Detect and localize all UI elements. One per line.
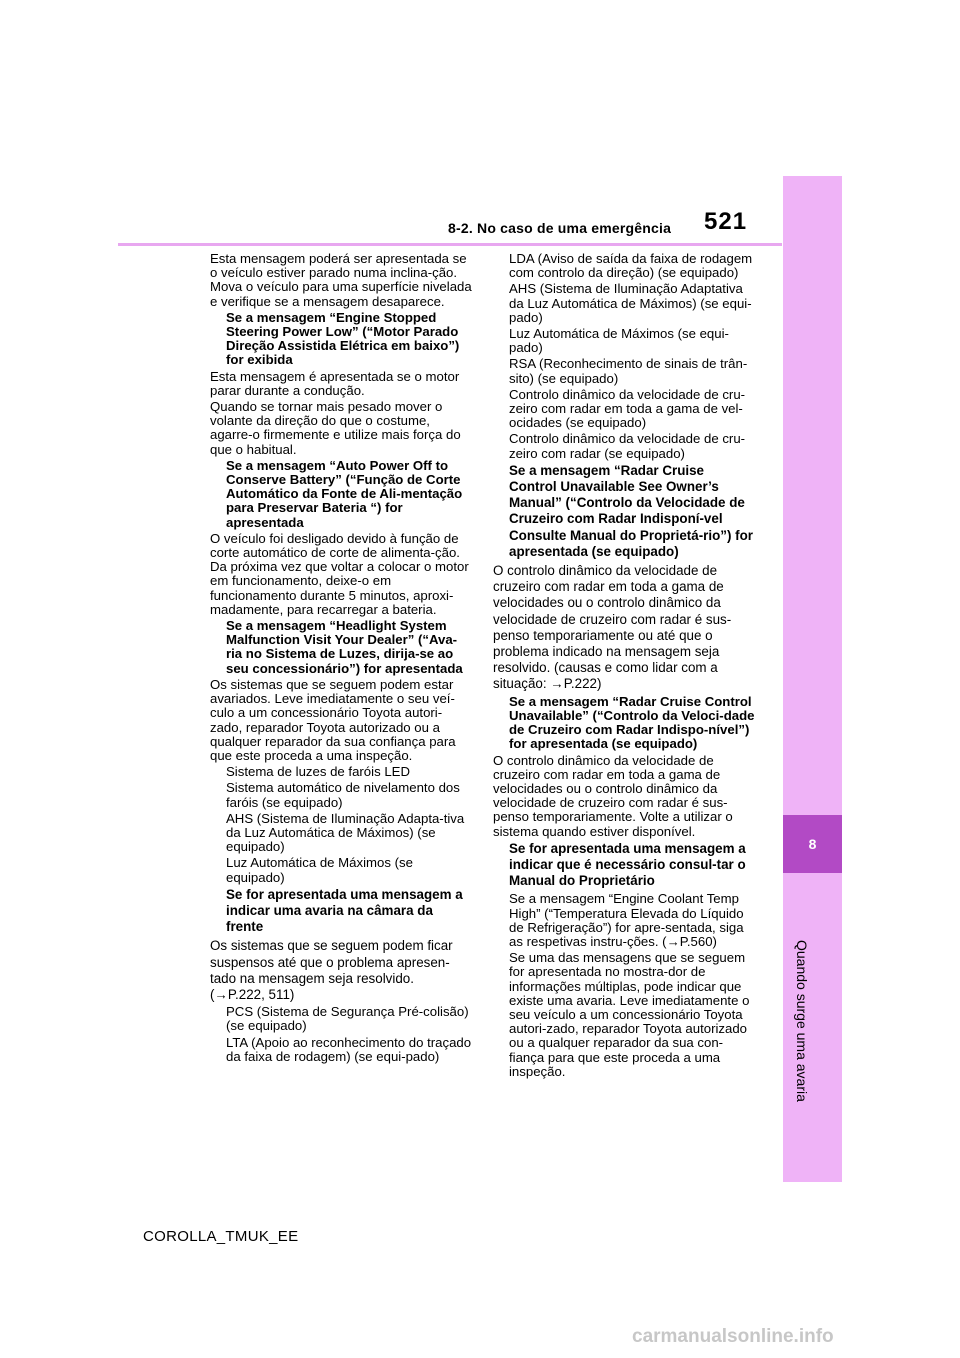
indented-item: LTA (Apoio ao reconhecimento do traçado da faixa de rodagem) (se equi-pado): [226, 1034, 472, 1064]
section-heading: Se a mensagem “Radar Cruise Control Unavailable” (“Controlo da Veloci-dade de Cruzeiro com Radar Indispo-nível”) for apresentada (se equipado): [509, 693, 755, 752]
indented-item: Controlo dinâmico da velocidade de cru-zeiro com radar em toda a gama de vel-ocidades (se equipado): [509, 386, 746, 431]
paragraph: Quando se tornar mais pesado mover o volante da direção do que o costume, agarre-o firmemente e utilize mais força do que o habitual.: [210, 399, 461, 457]
paragraph: Esta mensagem é apresentada se o motor parar durante a condução.: [210, 368, 460, 398]
paragraph: O controlo dinâmico da velocidade de cruzeiro com radar em toda a gama de velocidades ou o controlo dinâmico da velocidade de cruzeiro com radar é sus-penso temporariamente. Volte a utilizar o sistema quando estiver disponível.: [493, 752, 733, 839]
indented-item: Luz Automática de Máximos (se equi-pado): [509, 326, 729, 356]
right-column: [493, 252, 755, 1081]
indented-item: Controlo dinâmico da velocidade de cru-zeiro com radar (se equipado): [509, 431, 746, 461]
section-heading: Se for apresentada uma mensagem a indicar uma avaria na câmara da frente: [226, 886, 463, 935]
chapter-title: Quando surge uma avaria: [794, 940, 810, 1102]
paragraph: O veículo foi desligado devido à função de corte automático de corte de alimenta-ção. Da próxima vez que voltar a colocar o motor em funcionamento, deixe-o em funcionamento durante 5 minutos, aproxi-madamente, para recarregar a bateria.: [210, 530, 469, 617]
paragraph: Os sistemas que se seguem podem ficar suspensos até que o problema apresen-tado na mensagem seja resolvido. (→P.222, 511): [210, 938, 453, 1002]
indented-item: LDA (Aviso de saída da faixa de rodagem com controlo da direção) (se equipado): [509, 251, 753, 281]
section-title: 8-2. No caso de uma emergência: [448, 220, 672, 236]
indented-item: Sistema de luzes de faróis LED: [226, 764, 410, 780]
model-code-footer: COROLLA_TMUK_EE: [143, 1228, 299, 1245]
left-column: [210, 252, 472, 1066]
indented-item: RSA (Reconhecimento de sinais de trân-sito) (se equipado): [509, 356, 748, 386]
paragraph: O controlo dinâmico da velocidade de cruzeiro com radar em toda a gama de velocidades ou o controlo dinâmico da velocidade de cruzeiro com radar é sus-penso temporariamente ou até que o problema indicado na mensagem seja resolvido. (causas e como lidar com a situação: →P.222): [493, 563, 732, 692]
page-number: 521: [704, 208, 748, 235]
indented-item: AHS (Sistema de Iluminação Adaptativa da Luz Automática de Máximos) (se equi-pado): [509, 281, 752, 325]
header-rule: [118, 243, 782, 246]
indented-item: Luz Automática de Máximos (se equipado): [226, 855, 413, 885]
section-heading: Se a mensagem “Auto Power Off to Conserve Battery” (“Função de Corte Automático da Fonte de Ali-mentação para Preservar Bateria “) for apresentada: [226, 457, 463, 530]
section-heading: Se for apresentada uma mensagem a indicar que é necessário consul-tar o Manual do Proprietário: [509, 840, 746, 889]
watermark: carmanualsonline.info: [632, 1326, 834, 1347]
indented-item: AHS (Sistema de Iluminação Adapta-tiva da Luz Automática de Máximos) (se equipado): [226, 810, 465, 855]
indented-item: Sistema automático de nivelamento dos faróis (se equipado): [226, 780, 460, 810]
indented-item: Se uma das mensagens que se seguem for apresentada no mostra-dor de informações múltiplas, pode indicar que existe uma avaria. Leve imediatamente o seu veículo a um concessionário Toyota autori-zado, reparador Toyota autorizado ou a qualquer reparador da sua con-fiança para que este proceda a uma inspeção.: [509, 950, 750, 1079]
section-heading: Se a mensagem “Radar Cruise Control Unavailable See Owner’s Manual” (“Controlo da Velocidade de Cruzeiro com Radar Indisponí-vel Consulte Manual do Proprietá-rio”) for apresentada (se equipado): [509, 462, 754, 559]
chapter-number-tab[interactable]: 8: [783, 815, 842, 873]
indented-item: PCS (Sistema de Segurança Pré-colisão) (se equipado): [226, 1004, 469, 1034]
section-heading: Se a mensagem “Headlight System Malfunction Visit Your Dealer” (“Ava-ria no Sistema de Luzes, dirija-se ao seu concessionário”) for apresentada: [226, 618, 463, 676]
paragraph: Esta mensagem poderá ser apresentada se o veículo estiver parado numa inclina-ção. Mova o veículo para uma superfície nivelada e verifique se a mensagem desaparece.: [210, 251, 472, 309]
section-heading: Se a mensagem “Engine Stopped Steering Power Low” (“Motor Parado Direção Assistida Elétrica em baixo”) for exibida: [226, 309, 460, 368]
indented-item: Se a mensagem “Engine Coolant Temp High” (“Temperatura Elevada do Líquido de Refrigeração”) for apre-sentada, siga as respetivas instru-ções. (→P.560): [509, 891, 744, 949]
paragraph: Os sistemas que se seguem podem estar avariados. Leve imediatamente o seu veí-culo a um concessionário Toyota autori-zado, reparador Toyota autorizado ou a qualquer reparador da sua confiança para que este proceda a uma inspeção.: [210, 676, 456, 763]
